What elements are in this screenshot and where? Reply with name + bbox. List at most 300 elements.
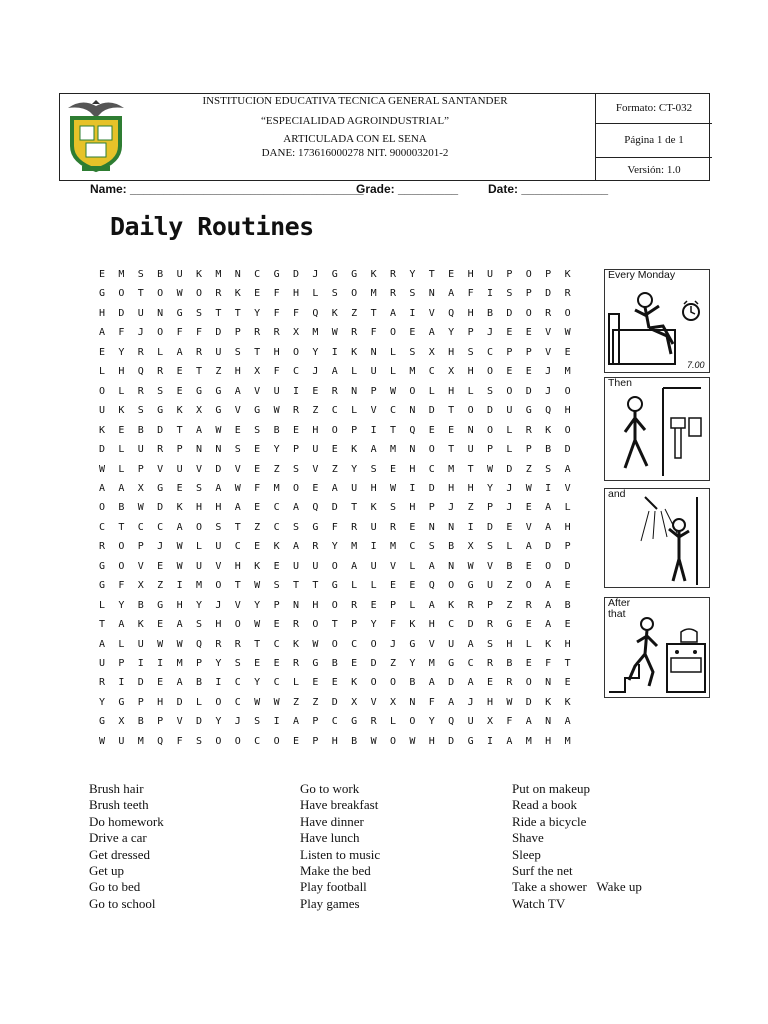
grid-letter[interactable]: A xyxy=(98,638,106,650)
grid-letter[interactable]: P xyxy=(389,599,397,611)
grid-letter[interactable]: U xyxy=(370,521,377,533)
grid-letter[interactable]: D xyxy=(370,658,377,669)
grid-letter[interactable]: E xyxy=(157,677,164,689)
grid-letter[interactable]: Y xyxy=(448,327,455,339)
grid-letter[interactable]: Y xyxy=(98,696,106,708)
grid-letter[interactable]: A xyxy=(176,346,183,358)
grid-letter[interactable]: S xyxy=(409,288,416,300)
grid-letter[interactable]: T xyxy=(331,619,338,631)
grid-letter[interactable]: P xyxy=(137,696,144,708)
grid-letter[interactable]: C xyxy=(409,541,416,553)
grid-letter[interactable]: H xyxy=(564,638,571,650)
grid-letter[interactable]: K xyxy=(564,696,571,708)
grid-letter[interactable]: K xyxy=(545,696,552,708)
grid-letter[interactable]: O xyxy=(292,346,300,358)
grid-letter[interactable]: P xyxy=(564,541,571,553)
grid-letter[interactable]: Y xyxy=(215,658,222,669)
grid-letter[interactable]: Z xyxy=(351,307,358,319)
grid-letter[interactable]: G xyxy=(312,658,319,669)
grid-letter[interactable]: V xyxy=(157,463,164,475)
grid-letter[interactable]: Y xyxy=(351,463,358,475)
grid-letter[interactable]: N xyxy=(428,521,435,533)
grid-letter[interactable]: Q xyxy=(312,502,319,514)
grid-letter[interactable]: A xyxy=(564,463,571,475)
grid-letter[interactable]: E xyxy=(564,619,571,631)
grid-letter[interactable]: E xyxy=(409,521,416,533)
grid-letter[interactable]: O xyxy=(215,580,222,592)
grid-letter[interactable]: T xyxy=(370,307,377,319)
grid-letter[interactable]: D xyxy=(98,444,106,456)
grid-letter[interactable]: E xyxy=(351,658,358,669)
grid-letter[interactable]: X xyxy=(486,716,494,728)
grid-letter[interactable]: K xyxy=(564,269,571,280)
grid-letter[interactable]: I xyxy=(467,521,474,533)
grid-letter[interactable]: T xyxy=(292,580,300,592)
grid-letter[interactable]: E xyxy=(98,346,106,358)
grid-letter[interactable]: Y xyxy=(428,716,435,728)
grid-letter[interactable]: J xyxy=(312,366,319,378)
grid-letter[interactable]: X xyxy=(448,366,455,378)
grid-letter[interactable]: S xyxy=(195,735,203,747)
grid-letter[interactable]: I xyxy=(370,424,377,436)
grid-letter[interactable]: N xyxy=(545,677,552,689)
grid-letter[interactable]: R xyxy=(351,521,358,533)
grid-letter[interactable]: U xyxy=(351,482,358,494)
grid-letter[interactable]: F xyxy=(545,658,552,669)
grid-letter[interactable]: G xyxy=(98,716,106,728)
grid-letter[interactable]: D xyxy=(331,502,338,514)
grid-letter[interactable]: G xyxy=(525,405,532,417)
grid-letter[interactable]: L xyxy=(389,716,397,728)
grid-letter[interactable]: S xyxy=(234,658,241,669)
grid-letter[interactable]: O xyxy=(525,677,532,689)
grid-letter[interactable]: E xyxy=(331,444,338,456)
grid-letter[interactable]: G xyxy=(157,405,164,417)
grid-letter[interactable]: H xyxy=(331,735,338,747)
grid-letter[interactable]: S xyxy=(137,405,144,417)
grid-letter[interactable]: K xyxy=(195,269,203,280)
grid-letter[interactable]: L xyxy=(118,444,125,456)
grid-letter[interactable]: S xyxy=(234,346,241,358)
grid-letter[interactable]: O xyxy=(118,560,125,572)
grid-letter[interactable]: H xyxy=(176,599,183,611)
grid-letter[interactable]: A xyxy=(525,716,532,728)
grid-letter[interactable]: V xyxy=(234,599,241,611)
grid-letter[interactable]: G xyxy=(195,385,203,397)
grid-letter[interactable]: G xyxy=(331,580,338,592)
grid-letter[interactable]: E xyxy=(525,502,532,514)
grid-letter[interactable]: U xyxy=(98,658,106,669)
grid-letter[interactable]: H xyxy=(370,482,377,494)
name-field[interactable]: Name: ___________________________________ xyxy=(90,182,364,196)
grid-letter[interactable]: P xyxy=(486,599,494,611)
grid-letter[interactable]: U xyxy=(370,366,377,378)
grid-letter[interactable]: H xyxy=(428,619,435,631)
grid-letter[interactable]: L xyxy=(351,580,358,592)
grid-letter[interactable]: N xyxy=(292,599,300,611)
grid-letter[interactable]: E xyxy=(176,385,183,397)
grid-letter[interactable]: E xyxy=(312,385,319,397)
grid-letter[interactable]: F xyxy=(506,716,513,728)
grid-letter[interactable]: E xyxy=(409,580,416,592)
grid-letter[interactable]: D xyxy=(137,677,144,689)
grid-letter[interactable]: M xyxy=(564,735,571,747)
grid-letter[interactable]: S xyxy=(292,463,300,475)
grid-letter[interactable]: D xyxy=(545,288,552,300)
grid-letter[interactable]: E xyxy=(448,269,455,280)
grid-letter[interactable]: L xyxy=(292,677,300,689)
grid-letter[interactable]: Q xyxy=(545,405,552,417)
grid-letter[interactable]: T xyxy=(254,638,261,650)
grid-letter[interactable]: W xyxy=(254,580,261,592)
grid-letter[interactable]: C xyxy=(467,658,474,669)
grid-letter[interactable]: A xyxy=(545,521,552,533)
grid-letter[interactable]: R xyxy=(157,444,164,456)
grid-letter[interactable]: P xyxy=(137,541,144,553)
grid-letter[interactable]: P xyxy=(195,658,203,669)
grid-letter[interactable]: H xyxy=(234,366,241,378)
grid-letter[interactable]: B xyxy=(564,599,571,611)
grid-letter[interactable]: F xyxy=(389,619,397,631)
grid-letter[interactable]: O xyxy=(486,424,494,436)
grid-letter[interactable]: V xyxy=(137,560,144,572)
grid-letter[interactable]: M xyxy=(389,444,397,456)
grid-letter[interactable]: T xyxy=(234,580,241,592)
grid-letter[interactable]: T xyxy=(389,424,397,436)
grid-letter[interactable]: X xyxy=(292,327,300,339)
grid-letter[interactable]: I xyxy=(157,658,164,669)
grid-letter[interactable]: H xyxy=(506,638,513,650)
grid-letter[interactable]: O xyxy=(195,288,203,300)
grid-letter[interactable]: G xyxy=(215,405,222,417)
grid-letter[interactable]: B xyxy=(506,560,513,572)
grid-letter[interactable]: W xyxy=(370,735,377,747)
grid-letter[interactable]: T xyxy=(234,521,241,533)
grid-letter[interactable]: C xyxy=(486,346,494,358)
grid-letter[interactable]: F xyxy=(118,327,125,339)
grid-letter[interactable]: B xyxy=(273,424,280,436)
grid-letter[interactable]: X xyxy=(428,346,435,358)
grid-letter[interactable]: K xyxy=(292,638,300,650)
grid-letter[interactable]: L xyxy=(409,599,416,611)
grid-letter[interactable]: W xyxy=(176,541,183,553)
grid-letter[interactable]: R xyxy=(351,599,358,611)
grid-letter[interactable]: G xyxy=(176,307,183,319)
grid-letter[interactable]: U xyxy=(506,405,513,417)
grid-letter[interactable]: E xyxy=(157,619,164,631)
grid-letter[interactable]: T xyxy=(176,424,183,436)
grid-letter[interactable]: V xyxy=(370,405,377,417)
grade-field[interactable]: Grade: _________ xyxy=(356,182,459,196)
grid-letter[interactable]: K xyxy=(409,619,416,631)
grid-letter[interactable]: Z xyxy=(292,696,300,708)
grid-letter[interactable]: E xyxy=(506,366,513,378)
grid-letter[interactable]: O xyxy=(525,269,532,280)
grid-letter[interactable]: K xyxy=(176,502,183,514)
grid-letter[interactable]: H xyxy=(448,385,455,397)
grid-letter[interactable]: G xyxy=(157,599,164,611)
grid-letter[interactable]: H xyxy=(234,560,241,572)
grid-letter[interactable]: A xyxy=(98,482,106,494)
grid-letter[interactable]: H xyxy=(448,482,455,494)
grid-letter[interactable]: U xyxy=(176,269,183,280)
grid-letter[interactable]: I xyxy=(486,288,494,300)
grid-letter[interactable]: R xyxy=(389,288,397,300)
grid-letter[interactable]: N xyxy=(195,444,203,456)
grid-letter[interactable]: Y xyxy=(118,346,125,358)
grid-letter[interactable]: O xyxy=(525,307,532,319)
grid-letter[interactable]: S xyxy=(234,444,241,456)
grid-letter[interactable]: J xyxy=(215,599,222,611)
grid-letter[interactable]: H xyxy=(564,521,571,533)
grid-letter[interactable]: G xyxy=(448,658,455,669)
grid-letter[interactable]: R xyxy=(525,424,532,436)
grid-letter[interactable]: M xyxy=(273,482,280,494)
grid-letter[interactable]: P xyxy=(486,444,494,456)
grid-letter[interactable]: O xyxy=(428,444,435,456)
grid-letter[interactable]: S xyxy=(486,638,494,650)
grid-letter[interactable]: W xyxy=(254,619,261,631)
grid-letter[interactable]: S xyxy=(389,502,397,514)
grid-letter[interactable]: Y xyxy=(409,658,416,669)
grid-letter[interactable]: F xyxy=(370,327,377,339)
grid-letter[interactable]: W xyxy=(331,327,338,339)
grid-letter[interactable]: O xyxy=(409,716,416,728)
grid-letter[interactable]: L xyxy=(351,366,358,378)
grid-letter[interactable]: V xyxy=(564,482,571,494)
grid-letter[interactable]: D xyxy=(428,405,435,417)
grid-letter[interactable]: A xyxy=(370,444,377,456)
grid-letter[interactable]: R xyxy=(137,346,144,358)
grid-letter[interactable]: P xyxy=(370,385,377,397)
grid-letter[interactable]: E xyxy=(564,677,571,689)
grid-letter[interactable]: A xyxy=(215,482,222,494)
grid-letter[interactable]: E xyxy=(506,327,513,339)
grid-letter[interactable]: D xyxy=(118,307,125,319)
grid-letter[interactable]: O xyxy=(195,521,203,533)
grid-letter[interactable]: P xyxy=(176,444,183,456)
grid-letter[interactable]: B xyxy=(448,541,455,553)
grid-letter[interactable]: I xyxy=(273,716,280,728)
grid-letter[interactable]: Z xyxy=(506,580,513,592)
grid-letter[interactable]: H xyxy=(428,735,435,747)
grid-letter[interactable]: Y xyxy=(118,599,125,611)
grid-letter[interactable]: K xyxy=(545,638,552,650)
grid-letter[interactable]: A xyxy=(98,327,106,339)
grid-letter[interactable]: L xyxy=(118,638,125,650)
grid-letter[interactable]: G xyxy=(351,716,358,728)
grid-letter[interactable]: R xyxy=(273,327,280,339)
grid-letter[interactable]: N xyxy=(157,307,164,319)
grid-letter[interactable]: I xyxy=(176,580,183,592)
grid-letter[interactable]: R xyxy=(195,346,203,358)
grid-letter[interactable]: O xyxy=(564,307,571,319)
grid-letter[interactable]: H xyxy=(195,502,203,514)
grid-letter[interactable]: A xyxy=(545,502,552,514)
grid-letter[interactable]: D xyxy=(448,677,455,689)
grid-letter[interactable]: J xyxy=(157,541,164,553)
grid-letter[interactable]: Z xyxy=(467,502,474,514)
grid-letter[interactable]: C xyxy=(331,405,338,417)
grid-letter[interactable]: H xyxy=(292,288,300,300)
grid-letter[interactable]: O xyxy=(351,288,358,300)
grid-letter[interactable]: S xyxy=(370,463,377,475)
grid-letter[interactable]: H xyxy=(467,482,474,494)
grid-letter[interactable]: L xyxy=(506,424,513,436)
grid-letter[interactable]: V xyxy=(525,521,532,533)
grid-letter[interactable]: R xyxy=(545,307,552,319)
grid-letter[interactable]: K xyxy=(370,502,377,514)
grid-letter[interactable]: S xyxy=(254,424,261,436)
grid-letter[interactable]: Z xyxy=(506,599,513,611)
grid-letter[interactable]: E xyxy=(409,327,416,339)
grid-letter[interactable]: Z xyxy=(215,366,222,378)
grid-letter[interactable]: V xyxy=(234,463,241,475)
grid-letter[interactable]: O xyxy=(467,405,474,417)
grid-letter[interactable]: N xyxy=(448,560,455,572)
grid-letter[interactable]: P xyxy=(312,735,319,747)
grid-letter[interactable]: N xyxy=(351,385,358,397)
grid-letter[interactable]: S xyxy=(331,288,338,300)
grid-letter[interactable]: C xyxy=(273,677,280,689)
grid-letter[interactable]: O xyxy=(157,327,164,339)
grid-letter[interactable]: U xyxy=(486,269,494,280)
grid-letter[interactable]: D xyxy=(157,424,164,436)
grid-letter[interactable]: N xyxy=(409,405,416,417)
grid-letter[interactable]: H xyxy=(545,735,552,747)
grid-letter[interactable]: S xyxy=(254,716,261,728)
grid-letter[interactable]: G xyxy=(351,269,358,280)
grid-letter[interactable]: U xyxy=(98,405,106,417)
grid-letter[interactable]: O xyxy=(331,424,338,436)
grid-letter[interactable]: S xyxy=(486,385,494,397)
grid-letter[interactable]: U xyxy=(467,716,474,728)
grid-letter[interactable]: N xyxy=(409,444,416,456)
grid-letter[interactable]: E xyxy=(176,366,183,378)
grid-letter[interactable]: O xyxy=(234,735,241,747)
grid-letter[interactable]: N xyxy=(215,444,222,456)
grid-letter[interactable]: A xyxy=(428,327,435,339)
grid-letter[interactable]: T xyxy=(137,288,144,300)
grid-letter[interactable]: E xyxy=(292,424,300,436)
grid-letter[interactable]: F xyxy=(273,307,280,319)
grid-letter[interactable]: O xyxy=(312,619,319,631)
grid-letter[interactable]: C xyxy=(234,677,241,689)
grid-letter[interactable]: L xyxy=(351,405,358,417)
grid-letter[interactable]: I xyxy=(292,385,300,397)
grid-letter[interactable]: I xyxy=(118,677,125,689)
grid-letter[interactable]: G xyxy=(506,619,513,631)
grid-letter[interactable]: D xyxy=(486,521,494,533)
date-field[interactable]: Date: _____________ xyxy=(488,182,609,196)
grid-letter[interactable]: C xyxy=(292,366,300,378)
grid-letter[interactable]: A xyxy=(545,580,552,592)
grid-letter[interactable]: C xyxy=(273,502,280,514)
grid-letter[interactable]: W xyxy=(157,638,164,650)
grid-letter[interactable]: R xyxy=(215,288,222,300)
grid-letter[interactable]: A xyxy=(292,716,300,728)
grid-letter[interactable]: A xyxy=(118,619,125,631)
grid-letter[interactable]: U xyxy=(137,638,144,650)
grid-letter[interactable]: Y xyxy=(312,346,319,358)
grid-letter[interactable]: Y xyxy=(254,599,261,611)
grid-letter[interactable]: O xyxy=(118,288,125,300)
grid-letter[interactable]: F xyxy=(176,735,183,747)
grid-letter[interactable]: V xyxy=(545,346,552,358)
grid-letter[interactable]: D xyxy=(428,482,435,494)
grid-letter[interactable]: M xyxy=(389,541,397,553)
grid-letter[interactable]: H xyxy=(273,346,280,358)
grid-letter[interactable]: Y xyxy=(195,599,203,611)
grid-letter[interactable]: W xyxy=(137,502,144,514)
grid-letter[interactable]: G xyxy=(273,269,280,280)
grid-letter[interactable]: I xyxy=(486,735,494,747)
grid-letter[interactable]: O xyxy=(331,599,338,611)
grid-letter[interactable]: A xyxy=(351,560,358,572)
grid-letter[interactable]: S xyxy=(545,463,552,475)
grid-letter[interactable]: J xyxy=(312,269,319,280)
grid-letter[interactable]: F xyxy=(176,327,183,339)
grid-letter[interactable]: C xyxy=(137,521,144,533)
grid-letter[interactable]: K xyxy=(118,405,125,417)
grid-letter[interactable]: E xyxy=(312,677,319,689)
grid-letter[interactable]: E xyxy=(292,735,300,747)
grid-letter[interactable]: E xyxy=(525,619,532,631)
grid-letter[interactable]: L xyxy=(409,560,416,572)
grid-letter[interactable]: R xyxy=(564,288,571,300)
grid-letter[interactable]: X xyxy=(137,482,144,494)
grid-letter[interactable]: T xyxy=(118,521,125,533)
grid-letter[interactable]: R xyxy=(351,327,358,339)
grid-letter[interactable]: V xyxy=(428,307,435,319)
grid-letter[interactable]: C xyxy=(254,269,261,280)
grid-letter[interactable]: B xyxy=(409,677,416,689)
grid-letter[interactable]: W xyxy=(409,735,416,747)
grid-letter[interactable]: R xyxy=(292,658,300,669)
grid-letter[interactable]: E xyxy=(331,677,338,689)
grid-letter[interactable]: I xyxy=(215,677,222,689)
grid-letter[interactable]: R xyxy=(467,599,474,611)
grid-letter[interactable]: D xyxy=(195,716,203,728)
grid-letter[interactable]: Y xyxy=(215,716,222,728)
grid-letter[interactable]: N xyxy=(448,521,455,533)
grid-letter[interactable]: F xyxy=(118,580,125,592)
grid-letter[interactable]: C xyxy=(428,463,435,475)
grid-letter[interactable]: E xyxy=(564,580,571,592)
grid-letter[interactable]: X xyxy=(389,696,397,708)
grid-letter[interactable]: R xyxy=(292,405,300,417)
grid-letter[interactable]: O xyxy=(370,677,377,689)
grid-letter[interactable]: N xyxy=(545,716,552,728)
grid-letter[interactable]: U xyxy=(486,580,494,592)
grid-letter[interactable]: E xyxy=(486,677,494,689)
grid-letter[interactable]: B xyxy=(118,502,125,514)
grid-letter[interactable]: G xyxy=(98,560,106,572)
grid-letter[interactable]: J xyxy=(234,716,241,728)
grid-letter[interactable]: A xyxy=(525,541,532,553)
grid-letter[interactable]: V xyxy=(195,463,203,475)
grid-letter[interactable]: A xyxy=(428,599,435,611)
grid-letter[interactable]: S xyxy=(195,482,203,494)
grid-letter[interactable]: K xyxy=(176,405,183,417)
grid-letter[interactable]: E xyxy=(118,424,125,436)
grid-letter[interactable]: H xyxy=(486,696,494,708)
grid-letter[interactable]: P xyxy=(506,346,513,358)
grid-letter[interactable]: K xyxy=(545,424,552,436)
grid-letter[interactable]: O xyxy=(370,638,377,650)
grid-letter[interactable]: C xyxy=(254,735,261,747)
grid-letter[interactable]: T xyxy=(564,658,571,669)
